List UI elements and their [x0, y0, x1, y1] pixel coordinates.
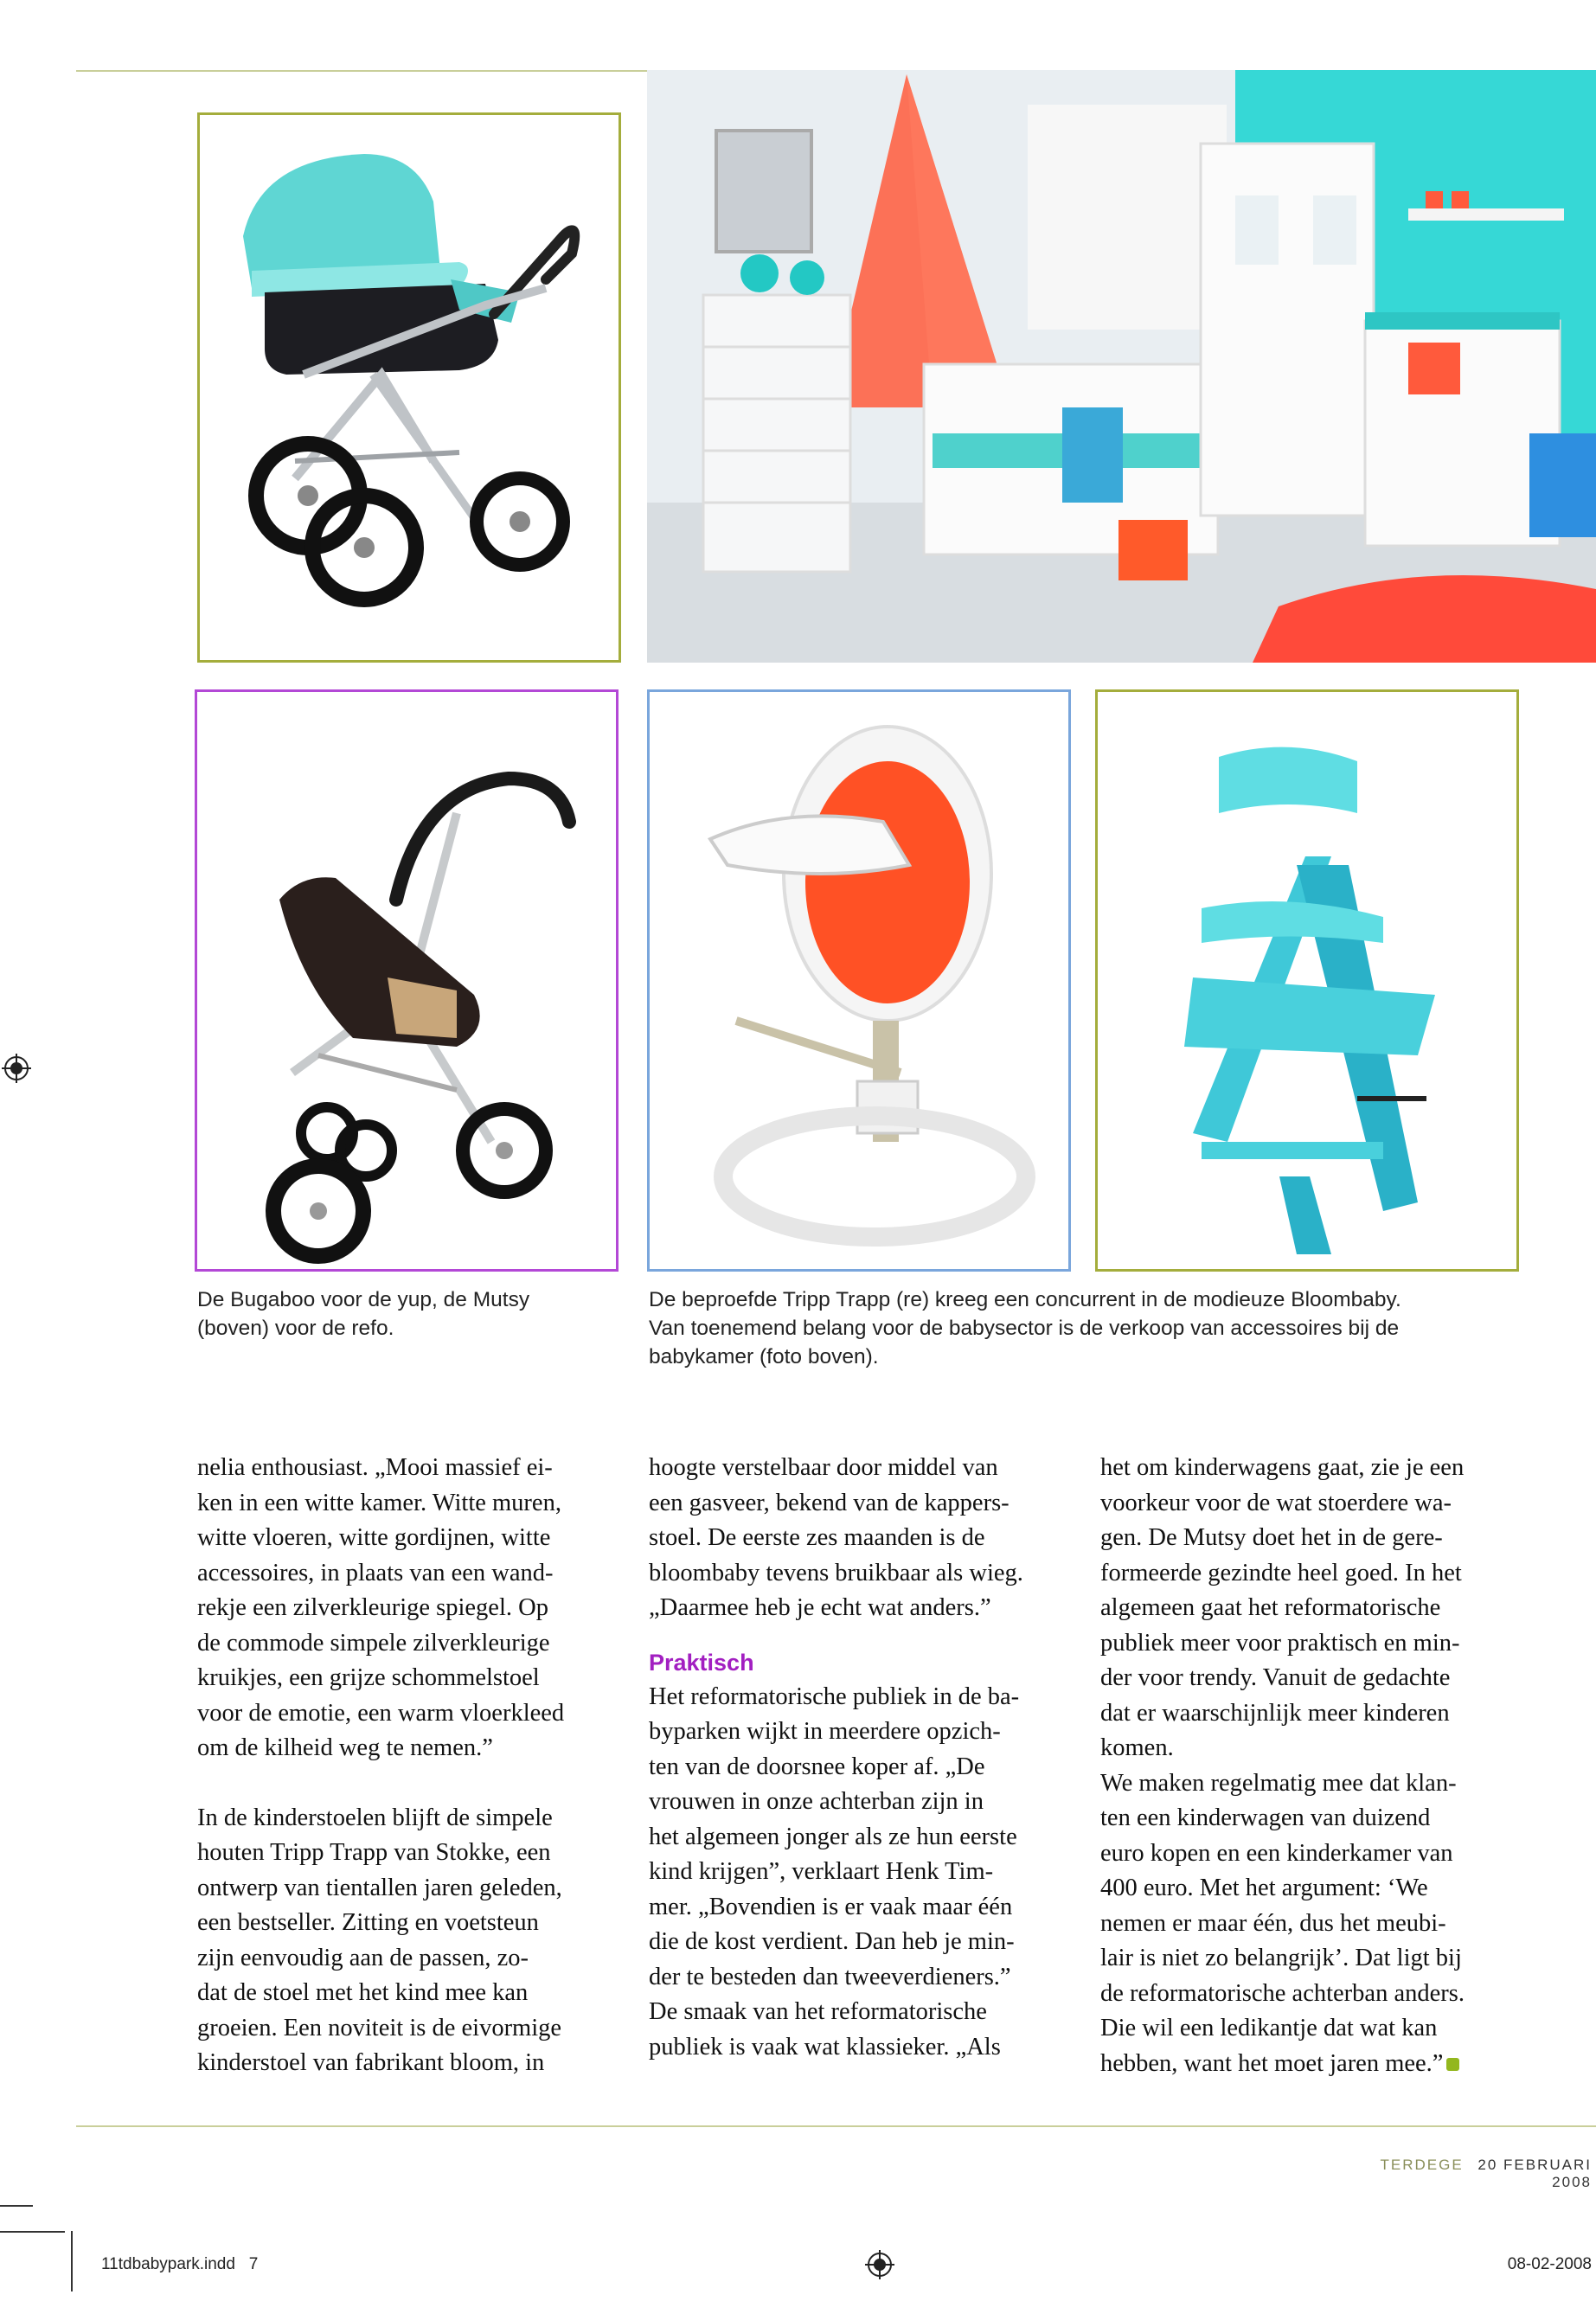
end-of-article-icon: [1446, 2058, 1459, 2071]
registration-mark-icon: [2, 1054, 31, 1083]
caption-left: De Bugaboo voor de yup, de Mutsy (boven) voor de refo.: [197, 1288, 530, 1340]
crop-mark: [71, 2231, 73, 2291]
crop-mark: [0, 2205, 33, 2207]
registration-mark-icon: [865, 2250, 894, 2279]
footer-date: 20 FEBRUARI 2008: [1477, 2157, 1592, 2190]
paragraph-text: We maken regelmatig mee dat klan- ten een kinderwagen van duizend euro kopen en een kinderkamer van 400 euro. Met het argument: ‘We nemen er maar één, dus het meubi- lair is niet zo belangrijk’. Dat ligt bij de reformatorische achterban anders. Die wil een ledikantje dat wat kan hebben, want het moet jaren mee.”: [1100, 1769, 1465, 2077]
paragraph: In de kinderstoelen blijft de simpele houten Tripp Trapp van Stokke, een ontwerp van tientallen jaren geleden, een bestseller. Zitting en voetsteun zijn eenvoudig aan de passen, zo- dat de stoel met het kind mee kan groeien. Een noviteit is de eivormige kinderstoel van fabrikant bloom, in: [197, 1804, 562, 2076]
slug-date: 08-02-2008: [1507, 2255, 1592, 2273]
photo-tripptrapp: [1095, 689, 1519, 1272]
footer: [1371, 2157, 1592, 2191]
nursery-illustration: [647, 70, 1596, 663]
photo-bloombaby: [647, 689, 1071, 1272]
tripptrapp-chair-illustration: [1098, 692, 1516, 1269]
crop-mark: [0, 2231, 65, 2233]
caption-right: De beproefde Tripp Trapp (re) kreeg een concurrent in de modieuze Bloombaby. Van toenemend belang voor de babysector is de verkoop van accessoires bij de babykamer (foto boven).: [649, 1288, 1401, 1368]
bottom-rule: [76, 2125, 1596, 2127]
article-column-3: [1100, 1451, 1550, 2081]
photo-bugaboo: [195, 689, 619, 1272]
bugaboo-stroller-illustration: [197, 692, 616, 1269]
article-column-1: [197, 1451, 630, 2081]
photo-nursery: [647, 70, 1596, 663]
article-column-2: [649, 1451, 1081, 2065]
bloombaby-chair-illustration: [650, 692, 1068, 1269]
paragraph: Het reformatorische publiek in de ba- byparken wijkt in meerdere opzich- ten van de doorsnee koper af. „De vrouwen in onze achterban zijn in het algemeen jonger als ze hun eerste kind krijgen”, verklaart Henk Tim- mer. „Bovendien is er vaak maar één die de kost verdient. Dan heb je min- der te besteden dan tweeverdieners.” De smaak van het reformatorische publiek is vaak wat klassieker. „Als: [649, 1682, 1020, 2061]
mutsy-stroller-illustration: [200, 115, 619, 660]
paragraph: hoogte verstelbaar door middel van een gasveer, bekend van de kappers- stoel. De eerste zes maanden is de bloombaby tevens bruikbaar als wieg. „Daarmee heb je echt wat anders.”: [649, 1454, 1023, 1621]
paragraph: het om kinderwagens gaat, zie je een voorkeur voor de wat stoerdere wa- gen. De Mutsy doet het in de gere- formeerde gezindte heel goed. In het algemeen gaat het reformatorische publiek meer voor praktisch en min- der voor trendy. Vanuit de gedachte dat er waarschijnlijk meer kinderen komen.: [1100, 1454, 1465, 1761]
paragraph: [1100, 1766, 1550, 2082]
footer-brand: TERDEGE: [1380, 2157, 1464, 2173]
paragraph: nelia enthousiast. „Mooi massief ei- ken in een witte kamer. Witte muren, witte vloeren, witte gordijnen, witte accessoires, in plaats van een wand- rekje een zilverkleurige spiegel. Op de commode simpele zilverkleurige kruikjes, een grijze schommelstoel voor de emotie, een warm vloerkleed om de kilheid weg te nemen.”: [197, 1454, 565, 1761]
photo-mutsy: [197, 112, 621, 663]
slug-filename: 11tdbabypark.indd 7: [101, 2255, 259, 2273]
subheading: Praktisch: [649, 1649, 754, 1676]
